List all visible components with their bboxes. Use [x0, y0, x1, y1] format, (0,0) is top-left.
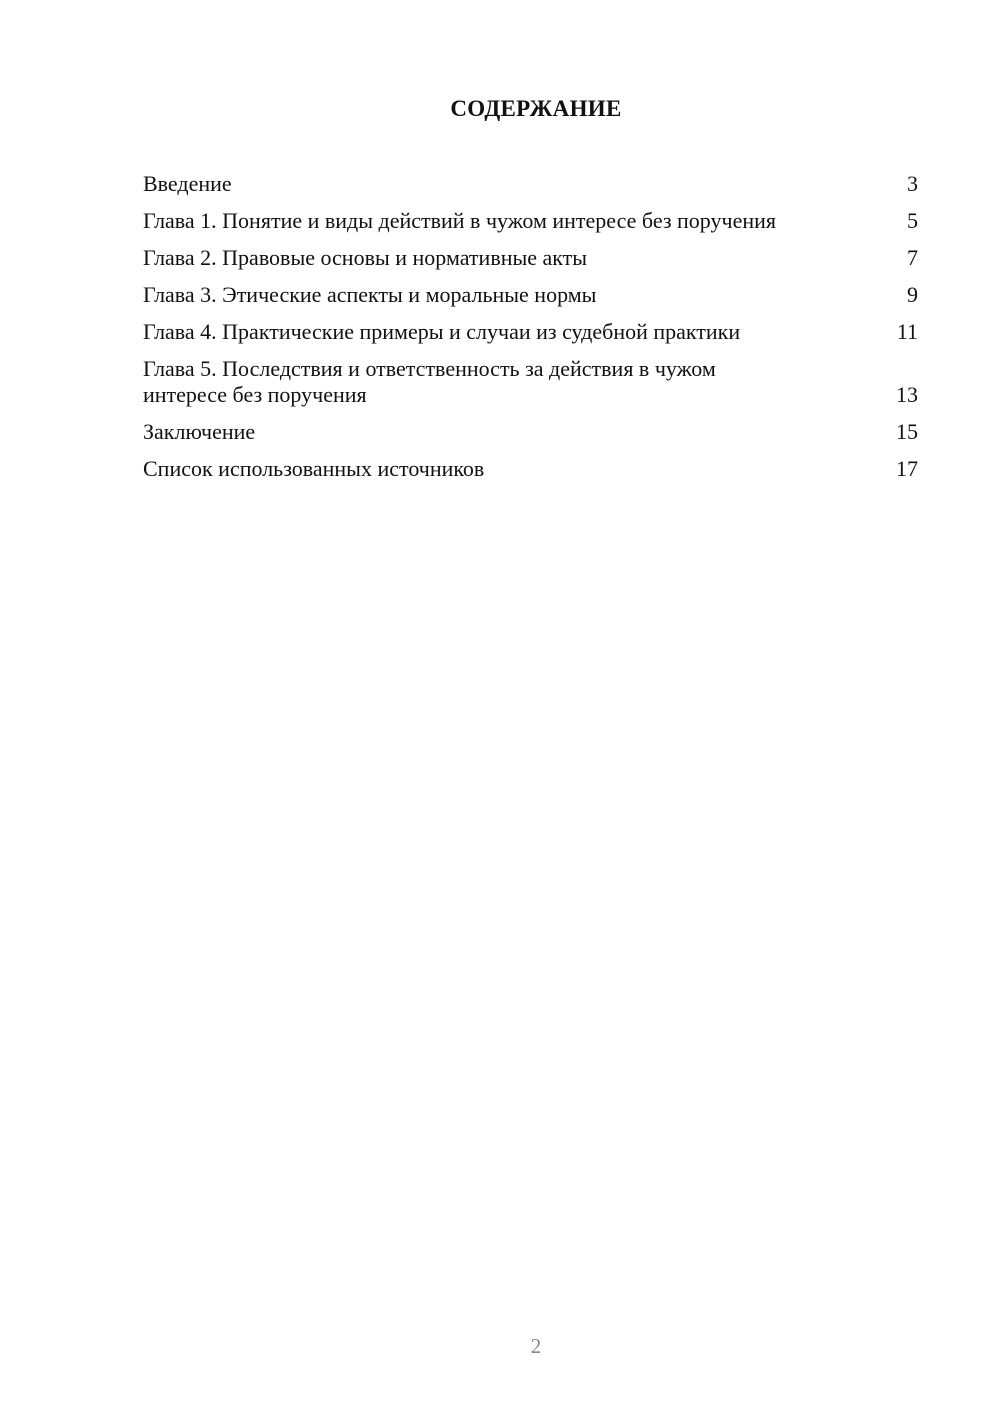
toc-entry-chapter-1: [143, 208, 918, 234]
toc-entry-page: 13: [896, 382, 918, 407]
toc-entry-title: Глава 4. Практические примеры и случаи из судебной практики: [143, 319, 741, 344]
toc-entry-chapter-2: [143, 245, 918, 271]
toc-entry-references: [143, 456, 918, 482]
toc-entry-title: Заключение: [143, 419, 256, 444]
toc-entry-page: 7: [907, 245, 918, 270]
toc-entry-title: Глава 1. Понятие и виды действий в чужом интересе без поручения: [143, 208, 777, 233]
toc-entry-title: Список использованных источников: [143, 456, 485, 481]
page-number: 2: [530, 1334, 542, 1358]
toc-entry-chapter-3: [143, 282, 918, 308]
toc-entry-title: Глава 2. Правовые основы и нормативные акты: [143, 245, 588, 270]
toc-entry-chapter-4: [143, 319, 918, 345]
toc-entry-page: 11: [896, 319, 918, 344]
toc-entry-introduction: [143, 171, 918, 197]
table-of-contents: [143, 171, 918, 493]
toc-entry-page: 15: [896, 419, 918, 444]
toc-entry-page: 3: [907, 171, 918, 196]
toc-entry-page: 17: [896, 456, 918, 481]
toc-entry-title: Глава 5. Последствия и ответственность за действия в чужом интересе без поручения: [143, 356, 716, 407]
toc-entry-page: 5: [907, 208, 918, 233]
page-title: СОДЕРЖАНИЕ: [450, 96, 622, 121]
toc-entry-chapter-5: [143, 356, 918, 408]
toc-entry-title: Введение: [143, 171, 232, 196]
toc-entry-conclusion: [143, 419, 918, 445]
toc-entry-page: 9: [907, 282, 918, 307]
toc-entry-title: Глава 3. Этические аспекты и моральные нормы: [143, 282, 597, 307]
